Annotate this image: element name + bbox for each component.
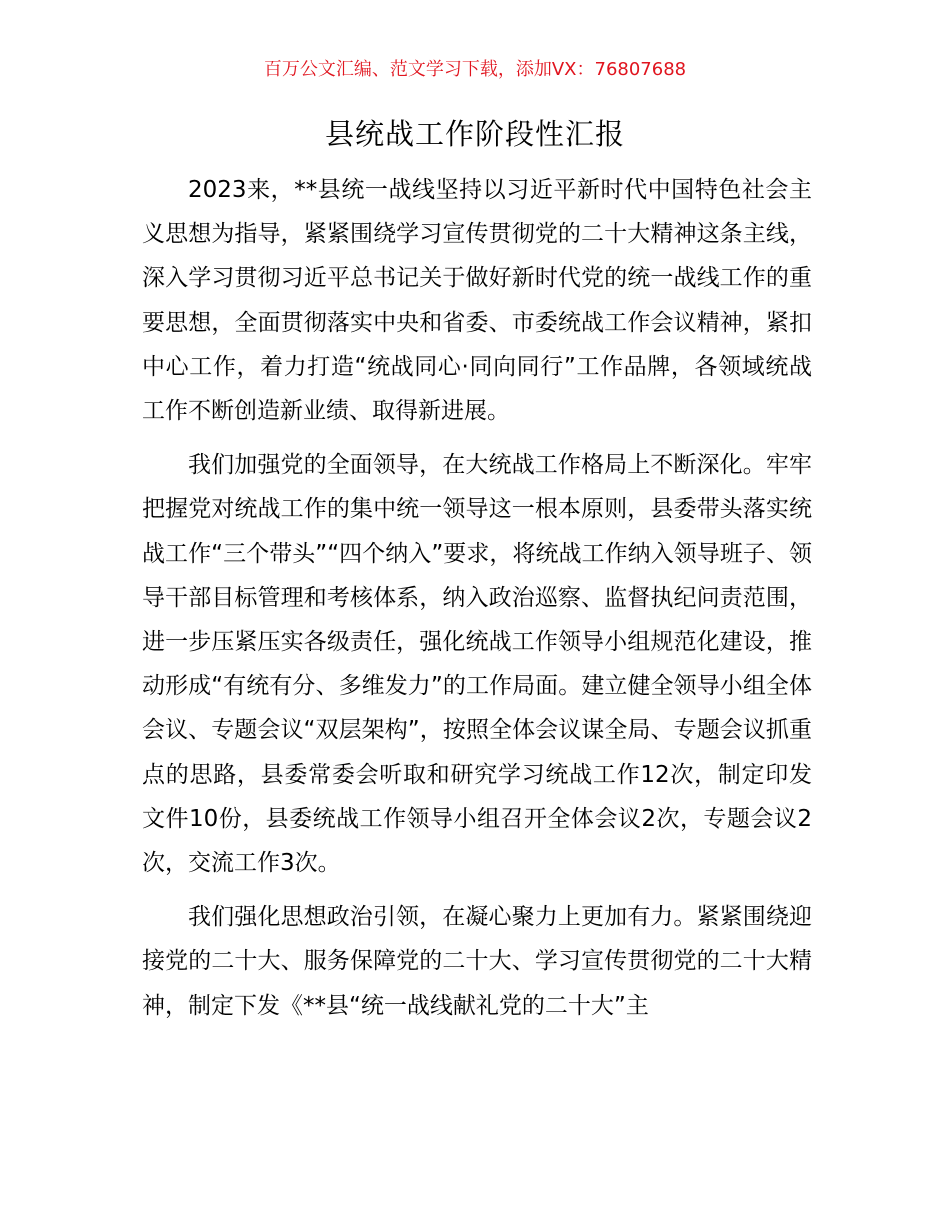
paragraph-leadership: 我们加强党的全面领导，在大统战工作格局上不断深化。牢牢把握党对统战工作的集中统一领导这一根本原则，县委带头落实统战工作“三个带头”“四个纳入”要求，将统战工作纳入领导班子、领导干部目标管理和考核体系，纳入政治巡察、监督执纪问责范围，进一步压紧压实各级责任，强化统战工作领导小组规范化建设，推动形成“有统有分、多维发力”的工作局面。建立健全领导小组全体会议、专题会议“双层架构”，按照全体会议谋全局、专题会议抓重点的思路，县委常委会听取和研究学习统战工作12次，制定印发文件10份，县委统战工作领导小组召开全体会议2次，专题会议2次，交流工作3次。	[142, 452, 812, 877]
document-body	[142, 168, 812, 1038]
paragraph-intro: 2023来，**县统一战线坚持以习近平新时代中国特色社会主义思想为指导，紧紧围绕学习宣传贯彻党的二十大精神这条主线，深入学习贯彻习近平总书记关于做好新时代党的统一战线工作的重要思想，全面贯彻落实中央和省委、市委统战工作会议精神，紧扣中心工作，着力打造“统战同心·同向同行”工作品牌，各领域统战工作不断创造新业绩、取得新进展。	[142, 177, 812, 425]
document-title: 县统战工作阶段性汇报	[324, 117, 625, 151]
header-watermark-note: 百万公文汇编、范文学习下载，添加VX：76807688	[263, 59, 687, 80]
paragraph-ideology: 我们强化思想政治引领，在凝心聚力上更加有力。紧紧围绕迎接党的二十大、服务保障党的二十大、学习宣传贯彻党的二十大精神，制定下发《**县“统一战线献礼党的二十大”主	[142, 904, 812, 1019]
